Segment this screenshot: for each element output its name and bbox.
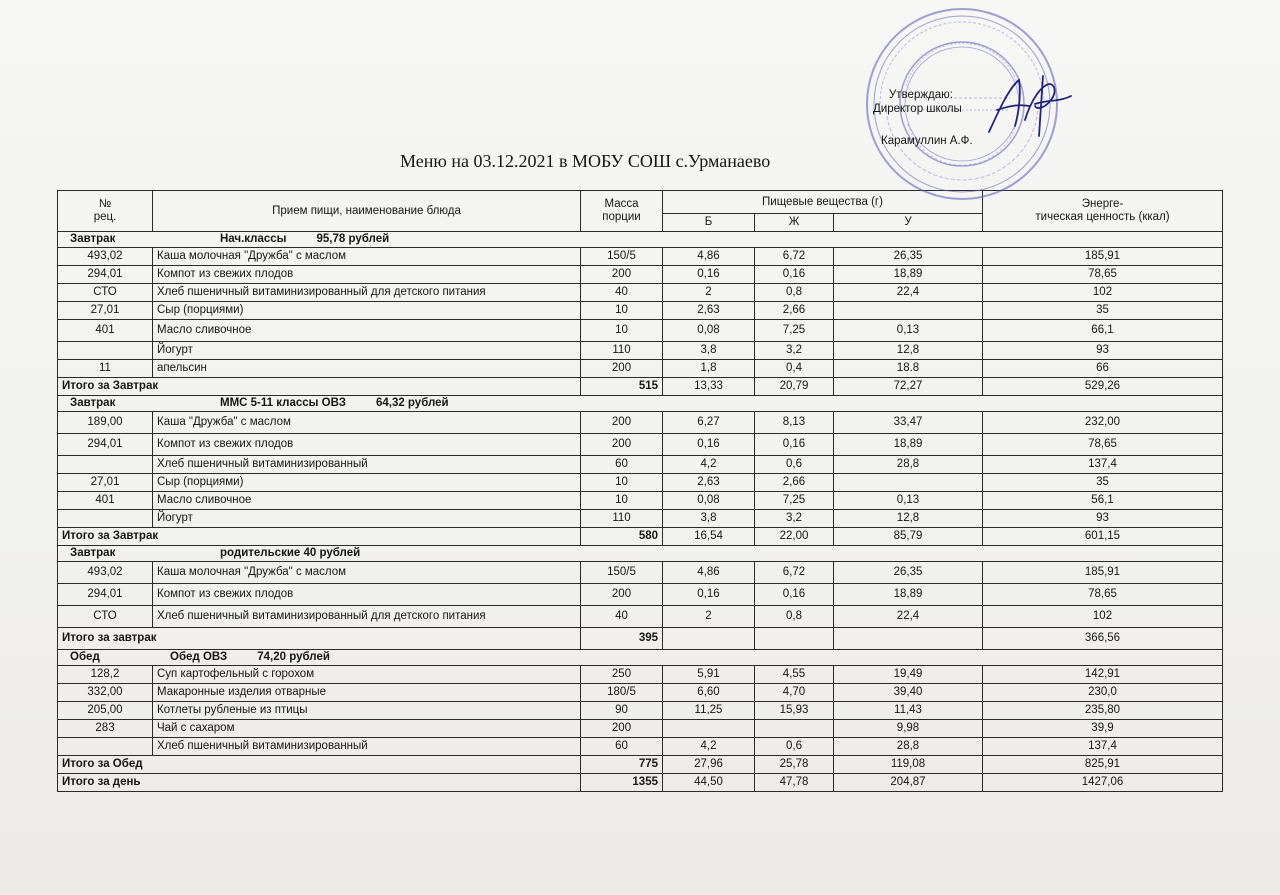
dish-row — [58, 412, 1223, 434]
dish-name: Каша "Дружба" с маслом — [153, 412, 581, 434]
protein-value: 3,8 — [663, 342, 755, 360]
recipe-number — [58, 510, 153, 528]
protein-value: 4,86 — [663, 562, 755, 584]
portion-mass: 10 — [581, 320, 663, 342]
header-num: № — [98, 198, 112, 210]
recipe-number: 401 — [58, 492, 153, 510]
dish-row — [58, 266, 1223, 284]
protein-value: 2,63 — [663, 474, 755, 492]
header-rec-cell — [58, 191, 153, 232]
protein-value: 0,16 — [663, 266, 755, 284]
menu-table — [57, 190, 1223, 792]
dish-row — [58, 360, 1223, 378]
dish-name: Хлеб пшеничный витаминизированный для детского питания — [153, 606, 581, 628]
section-meal-label: Завтрак — [70, 547, 116, 559]
dish-name: Компот из свежих плодов — [153, 584, 581, 606]
fat-value: 0,6 — [755, 738, 834, 756]
recipe-number — [58, 342, 153, 360]
portion-mass: 150/5 — [581, 248, 663, 266]
carbs-value: 22,4 — [834, 606, 983, 628]
total-protein: 13,33 — [663, 378, 755, 396]
energy-value: 78,65 — [983, 434, 1223, 456]
fat-value: 0,16 — [755, 434, 834, 456]
fat-value: 2,66 — [755, 302, 834, 320]
energy-value: 102 — [983, 284, 1223, 302]
recipe-number: 205,00 — [58, 702, 153, 720]
portion-mass: 200 — [581, 360, 663, 378]
portion-mass: 110 — [581, 342, 663, 360]
section-meal-label: Завтрак — [70, 397, 116, 409]
total-protein: 16,54 — [663, 528, 755, 546]
dish-name: Сыр (порциями) — [153, 474, 581, 492]
carbs-value: 18,89 — [834, 266, 983, 284]
energy-value: 137,4 — [983, 738, 1223, 756]
carbs-value — [834, 302, 983, 320]
total-carbs: 72,27 — [834, 378, 983, 396]
recipe-number: 11 — [58, 360, 153, 378]
day-total-mass: 1355 — [581, 774, 663, 792]
protein-value: 2 — [663, 284, 755, 302]
recipe-number: СТО — [58, 606, 153, 628]
recipe-number: 27,01 — [58, 474, 153, 492]
dish-name: Масло сливочное — [153, 492, 581, 510]
portion-mass: 200 — [581, 266, 663, 284]
total-mass: 395 — [581, 628, 663, 650]
recipe-number: 493,02 — [58, 248, 153, 266]
protein-value: 11,25 — [663, 702, 755, 720]
fat-value: 0,4 — [755, 360, 834, 378]
dish-row — [58, 284, 1223, 302]
protein-value: 1,8 — [663, 360, 755, 378]
protein-value: 4,2 — [663, 456, 755, 474]
fat-value: 6,72 — [755, 248, 834, 266]
carbs-value: 18.8 — [834, 360, 983, 378]
dish-name: Каша молочная "Дружба" с маслом — [153, 562, 581, 584]
portion-mass: 110 — [581, 510, 663, 528]
fat-value: 2,66 — [755, 474, 834, 492]
recipe-number: 27,01 — [58, 302, 153, 320]
fat-value: 0,8 — [755, 606, 834, 628]
day-total-carbs: 204,87 — [834, 774, 983, 792]
fat-value: 7,25 — [755, 320, 834, 342]
document-title: Меню на 03.12.2021 в МОБУ СОШ с.Урманаево — [400, 151, 771, 171]
total-fat: 25,78 — [755, 756, 834, 774]
dish-name: Котлеты рубленые из птицы — [153, 702, 581, 720]
section-header-row — [58, 650, 1223, 666]
total-energy: 529,26 — [983, 378, 1223, 396]
dish-row — [58, 434, 1223, 456]
total-label: Итого за завтрак — [58, 628, 581, 650]
carbs-value: 0,13 — [834, 492, 983, 510]
carbs-value: 39,40 — [834, 684, 983, 702]
portion-mass: 10 — [581, 474, 663, 492]
recipe-number: 493,02 — [58, 562, 153, 584]
energy-value: 78,65 — [983, 266, 1223, 284]
fat-value: 4,55 — [755, 666, 834, 684]
dish-row — [58, 684, 1223, 702]
protein-value: 2 — [663, 606, 755, 628]
portion-mass: 200 — [581, 584, 663, 606]
total-label: Итого за Обед — [58, 756, 581, 774]
portion-mass: 60 — [581, 456, 663, 474]
dish-row — [58, 606, 1223, 628]
dish-row — [58, 474, 1223, 492]
recipe-number: 401 — [58, 320, 153, 342]
section-group-name: ММС 5-11 классы ОВЗ — [220, 397, 346, 409]
dish-name: Суп картофельный с горохом — [153, 666, 581, 684]
protein-value: 0,08 — [663, 320, 755, 342]
fat-value: 8,13 — [755, 412, 834, 434]
recipe-number: 189,00 — [58, 412, 153, 434]
section-header-row — [58, 546, 1223, 562]
header-nutrients-cell: Пищевые вещества (г) — [663, 191, 983, 214]
section-meal-label: Завтрак — [70, 233, 116, 245]
fat-value: 4,70 — [755, 684, 834, 702]
section-price: 74,20 рублей — [257, 651, 330, 663]
fat-value: 3,2 — [755, 342, 834, 360]
energy-value: 35 — [983, 474, 1223, 492]
dish-name: Макаронные изделия отварные — [153, 684, 581, 702]
fat-value — [755, 720, 834, 738]
dish-row — [58, 342, 1223, 360]
dish-row — [58, 562, 1223, 584]
header-mass-cell — [581, 191, 663, 232]
dish-name: Хлеб пшеничный витаминизированный — [153, 738, 581, 756]
energy-value: 185,91 — [983, 562, 1223, 584]
total-protein — [663, 628, 755, 650]
section-group-name: Нач.классы — [220, 233, 287, 245]
section-meal-label: Обед — [70, 651, 100, 663]
recipe-number — [58, 456, 153, 474]
section-header-row — [58, 232, 1223, 248]
section-header-row — [58, 396, 1223, 412]
energy-value: 39,9 — [983, 720, 1223, 738]
energy-value: 142,91 — [983, 666, 1223, 684]
header-protein: Б — [663, 214, 755, 232]
carbs-value: 12,8 — [834, 510, 983, 528]
protein-value — [663, 720, 755, 738]
dish-row — [58, 248, 1223, 266]
header-mass-line1: Масса — [604, 198, 639, 210]
section-title — [58, 396, 1223, 412]
dish-name: Компот из свежих плодов — [153, 434, 581, 456]
carbs-value: 12,8 — [834, 342, 983, 360]
protein-value: 5,91 — [663, 666, 755, 684]
dish-name: Хлеб пшеничный витаминизированный для детского питания — [153, 284, 581, 302]
carbs-value — [834, 474, 983, 492]
carbs-value: 33,47 — [834, 412, 983, 434]
carbs-value: 19,49 — [834, 666, 983, 684]
portion-mass: 40 — [581, 284, 663, 302]
header-fat: Ж — [755, 214, 834, 232]
carbs-value: 11,43 — [834, 702, 983, 720]
total-energy: 601,15 — [983, 528, 1223, 546]
protein-value: 0,16 — [663, 584, 755, 606]
carbs-value: 28,8 — [834, 738, 983, 756]
dish-row — [58, 720, 1223, 738]
portion-mass: 150/5 — [581, 562, 663, 584]
portion-mass: 200 — [581, 434, 663, 456]
energy-value: 78,65 — [983, 584, 1223, 606]
dish-row — [58, 702, 1223, 720]
energy-value: 102 — [983, 606, 1223, 628]
energy-value: 185,91 — [983, 248, 1223, 266]
carbs-value: 18,89 — [834, 434, 983, 456]
portion-mass: 180/5 — [581, 684, 663, 702]
day-total-protein: 44,50 — [663, 774, 755, 792]
portion-mass: 200 — [581, 720, 663, 738]
carbs-value: 26,35 — [834, 248, 983, 266]
section-title — [58, 650, 1223, 666]
recipe-number: 294,01 — [58, 584, 153, 606]
dish-name: Йогурт — [153, 342, 581, 360]
portion-mass: 10 — [581, 492, 663, 510]
total-protein: 27,96 — [663, 756, 755, 774]
protein-value: 3,8 — [663, 510, 755, 528]
header-mass-line2: порции — [602, 211, 641, 223]
dish-row — [58, 510, 1223, 528]
protein-value: 4,2 — [663, 738, 755, 756]
fat-value: 3,2 — [755, 510, 834, 528]
section-price: 64,32 рублей — [375, 397, 449, 409]
section-total-row — [58, 528, 1223, 546]
energy-value: 35 — [983, 302, 1223, 320]
header-rec: рец. — [93, 211, 117, 223]
energy-value: 66,1 — [983, 320, 1223, 342]
total-label: Итого за Завтрак — [58, 378, 581, 396]
energy-value: 137,4 — [983, 456, 1223, 474]
approval-block — [873, 88, 973, 148]
fat-value: 7,25 — [755, 492, 834, 510]
dish-name: Сыр (порциями) — [153, 302, 581, 320]
recipe-number: 294,01 — [58, 434, 153, 456]
dish-row — [58, 666, 1223, 684]
protein-value: 0,08 — [663, 492, 755, 510]
energy-value: 235,80 — [983, 702, 1223, 720]
carbs-value: 22,4 — [834, 284, 983, 302]
fat-value: 0,16 — [755, 266, 834, 284]
protein-value: 2,63 — [663, 302, 755, 320]
fat-value: 15,93 — [755, 702, 834, 720]
day-total-fat: 47,78 — [755, 774, 834, 792]
dish-name: Каша молочная "Дружба" с маслом — [153, 248, 581, 266]
energy-value: 66 — [983, 360, 1223, 378]
approval-label: Утверждаю: — [889, 89, 953, 101]
total-mass: 580 — [581, 528, 663, 546]
section-group-name: Обед ОВЗ — [170, 651, 228, 663]
carbs-value: 28,8 — [834, 456, 983, 474]
section-price: 95,78 рублей — [316, 233, 390, 245]
dish-row — [58, 456, 1223, 474]
director-signature — [985, 70, 1075, 140]
total-label: Итого за Завтрак — [58, 528, 581, 546]
protein-value: 6,60 — [663, 684, 755, 702]
dish-row — [58, 584, 1223, 606]
approval-position: Директор школы — [873, 103, 962, 115]
section-title — [58, 232, 1223, 248]
total-fat — [755, 628, 834, 650]
dish-name: Йогурт — [153, 510, 581, 528]
dish-row — [58, 492, 1223, 510]
fat-value: 0,8 — [755, 284, 834, 302]
carbs-value: 9,98 — [834, 720, 983, 738]
dish-name: Компот из свежих плодов — [153, 266, 581, 284]
portion-mass: 60 — [581, 738, 663, 756]
recipe-number — [58, 738, 153, 756]
energy-value: 93 — [983, 510, 1223, 528]
header-dish-cell: Прием пищи, наименование блюда — [153, 191, 581, 232]
total-fat: 22,00 — [755, 528, 834, 546]
energy-value: 93 — [983, 342, 1223, 360]
section-total-row — [58, 756, 1223, 774]
protein-value: 0,16 — [663, 434, 755, 456]
day-total-row — [58, 774, 1223, 792]
recipe-number: СТО — [58, 284, 153, 302]
day-total-energy: 1427,06 — [983, 774, 1223, 792]
portion-mass: 90 — [581, 702, 663, 720]
dish-name: Масло сливочное — [153, 320, 581, 342]
dish-name: Хлеб пшеничный витаминизированный — [153, 456, 581, 474]
recipe-number: 128,2 — [58, 666, 153, 684]
total-mass: 515 — [581, 378, 663, 396]
carbs-value: 18,89 — [834, 584, 983, 606]
header-energy-line2: тическая ценность (ккал) — [1035, 211, 1170, 223]
header-energy-line1: Энерге- — [1081, 198, 1124, 210]
dish-row — [58, 320, 1223, 342]
protein-value: 4,86 — [663, 248, 755, 266]
section-title — [58, 546, 1223, 562]
section-group-name: родительские 40 рублей — [220, 547, 361, 559]
total-carbs: 85,79 — [834, 528, 983, 546]
energy-value: 56,1 — [983, 492, 1223, 510]
portion-mass: 40 — [581, 606, 663, 628]
day-total-label: Итого за день — [58, 774, 581, 792]
dish-row — [58, 302, 1223, 320]
recipe-number: 332,00 — [58, 684, 153, 702]
energy-value: 232,00 — [983, 412, 1223, 434]
dish-name: Чай с сахаром — [153, 720, 581, 738]
approval-signer: Карамуллин А.Ф. — [881, 135, 973, 147]
header-carbs: У — [834, 214, 983, 232]
total-carbs: 119,08 — [834, 756, 983, 774]
dish-name: апельсин — [153, 360, 581, 378]
total-carbs — [834, 628, 983, 650]
energy-value: 230,0 — [983, 684, 1223, 702]
recipe-number: 283 — [58, 720, 153, 738]
total-energy: 825,91 — [983, 756, 1223, 774]
dish-row — [58, 738, 1223, 756]
portion-mass: 10 — [581, 302, 663, 320]
section-total-row — [58, 378, 1223, 396]
total-energy: 366,56 — [983, 628, 1223, 650]
protein-value: 6,27 — [663, 412, 755, 434]
portion-mass: 200 — [581, 412, 663, 434]
section-total-row — [58, 628, 1223, 650]
portion-mass: 250 — [581, 666, 663, 684]
carbs-value: 26,35 — [834, 562, 983, 584]
total-mass: 775 — [581, 756, 663, 774]
fat-value: 6,72 — [755, 562, 834, 584]
total-fat: 20,79 — [755, 378, 834, 396]
fat-value: 0,6 — [755, 456, 834, 474]
recipe-number: 294,01 — [58, 266, 153, 284]
fat-value: 0,16 — [755, 584, 834, 606]
carbs-value: 0,13 — [834, 320, 983, 342]
